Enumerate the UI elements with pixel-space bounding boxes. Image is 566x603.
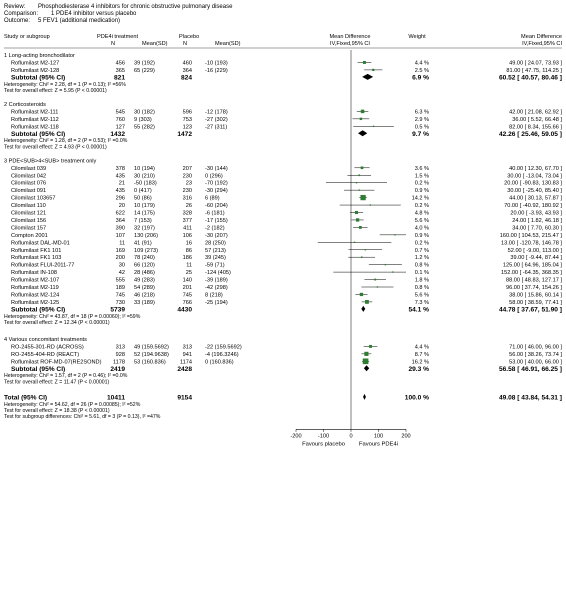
overall-effect-text: Test for overall effect: Z = 4.93 (P < 0.00001) <box>4 144 107 151</box>
point-estimate <box>356 182 357 183</box>
weight-value: 0.5 % <box>414 124 429 131</box>
treat-n: 364 <box>115 217 125 224</box>
weight-value: 1.8 % <box>414 277 429 284</box>
review-title: Phosphodiesterase 4 inhibitors for chronic obstructive pulmonary disease <box>38 4 233 10</box>
subgroup-title: 4 Various concomitant treatments <box>4 336 87 343</box>
treat-mean-sd: 49 (283) <box>134 277 155 284</box>
point-estimate <box>361 166 364 169</box>
placebo-mean-sd: -16 (229) <box>205 67 228 74</box>
total-label: Total (95% CI) <box>4 394 48 402</box>
review-label: Review: <box>4 4 26 10</box>
subtotal-label: Subtotal (95% CI) <box>11 306 66 314</box>
overall-effect-text: Test for overall effect: Z = 5.95 (P < 0.00001) <box>4 87 107 94</box>
study-name: Roflumilast ROF-MD-07(RE2SOND) <box>11 359 102 366</box>
subtotal-diamond <box>364 365 369 371</box>
ci-value: 88.00 [ 48.83, 127.17 ] <box>506 277 562 284</box>
subtotal-placebo-n: 4430 <box>177 306 192 314</box>
ci-value: 38.00 [ 15.86, 60.14 ] <box>509 292 562 299</box>
study-name: Cilomilast 042 <box>11 173 47 180</box>
placebo-mean-sd: -25 (194) <box>205 299 228 306</box>
study-name: Roflumilast FLUI-2011-77 <box>11 262 75 269</box>
weight-value: 14.2 % <box>411 195 429 202</box>
subtotal-ci: 44.78 [ 37.67, 51.90 ] <box>498 306 562 314</box>
treat-n: 189 <box>115 285 125 291</box>
point-estimate <box>392 271 393 272</box>
outcome-title: 5 FEV1 (additional medication) <box>38 18 121 24</box>
weight-value: 2.9 % <box>414 116 429 123</box>
subtotal-label: Subtotal (95% CI) <box>11 74 66 82</box>
point-estimate <box>372 69 374 71</box>
placebo-n: 26 <box>185 203 192 210</box>
subtotal-treat-n: 821 <box>113 74 125 82</box>
treat-n: 107 <box>115 232 125 239</box>
placebo-n: 16 <box>185 240 192 247</box>
subtotal-treat-n: 1432 <box>110 130 125 138</box>
study-name: Roflumilast M2-125 <box>11 299 60 306</box>
treat-n: 11 <box>119 240 125 247</box>
subtotal-weight: 6.9 % <box>412 74 429 82</box>
ci-value: 24.00 [ 1.82, 46.18 ] <box>512 217 562 224</box>
treat-mean-sd: 33 (189) <box>134 299 155 306</box>
ci-value: 82.00 [ 8.34, 155.66 ] <box>509 124 562 131</box>
subgroup-title: 3 PDE<SUB>4<SUB> treatment only <box>4 158 97 165</box>
treat-n: 20 <box>118 203 125 210</box>
ci-value: 20.00 [ -3.93, 43.93 ] <box>510 210 562 217</box>
placebo-mean-sd: -42 (298) <box>205 285 228 291</box>
outcome-label: Outcome: <box>4 18 31 24</box>
point-estimate <box>361 110 365 114</box>
placebo-n: 328 <box>182 210 192 217</box>
col-treat-mean: Mean(SD) <box>142 41 168 47</box>
placebo-n: 230 <box>182 188 192 195</box>
placebo-mean-sd: -12 (178) <box>205 109 228 116</box>
subtotal-placebo-n: 1472 <box>177 130 192 138</box>
comparison-label: Comparison: <box>4 11 39 17</box>
subtotal-treat-n: 2419 <box>110 365 125 373</box>
total-weight: 100.0 % <box>404 394 429 402</box>
total-treat-n: 10411 <box>107 394 125 402</box>
footer-stat-text: Test for subgroup differences: Chi² = 5.61, df = 3 (P = 0.13), I² =47% <box>4 414 161 421</box>
col-placebo-mean: Mean(SD) <box>215 41 241 47</box>
placebo-n: 316 <box>182 195 192 202</box>
treat-mean-sd: 49 (159.5692) <box>134 344 169 351</box>
point-estimate <box>354 242 355 243</box>
point-estimate <box>369 345 372 348</box>
placebo-n: 596 <box>182 109 192 116</box>
treat-mean-sd: 78 (240) <box>134 255 155 262</box>
point-estimate <box>373 126 374 127</box>
study-name: Cilomilast 103657 <box>11 195 56 202</box>
point-estimate <box>364 352 368 356</box>
point-estimate <box>359 226 362 229</box>
point-estimate <box>377 286 378 287</box>
study-name: Roflumilast M2-124 <box>11 292 60 299</box>
treat-n: 435 <box>115 188 125 195</box>
point-estimate <box>358 174 360 176</box>
col-md-sub: IV,Fixed,95% CI <box>330 41 370 47</box>
total-diamond <box>363 394 366 400</box>
col-treat-group: PDE4i treatment <box>97 34 139 40</box>
treat-mean-sd: 65 (229) <box>134 67 155 74</box>
treat-mean-sd: -50 (183) <box>134 180 157 187</box>
study-name: Roflumilast FK1 101 <box>11 247 62 254</box>
study-name: Roflumilast M2-127 <box>11 60 60 67</box>
point-estimate <box>365 300 369 304</box>
treat-n: 127 <box>115 124 125 131</box>
point-estimate <box>355 211 358 214</box>
treat-mean-sd: 52 (194.9638) <box>134 351 169 358</box>
placebo-mean-sd: -30 (207) <box>205 232 228 239</box>
study-name: Roflumilast M2-118 <box>11 124 59 131</box>
favours-placebo-label: Favours placebo <box>302 441 345 448</box>
treat-mean-sd: 28 (486) <box>134 270 155 277</box>
ci-value: 36.00 [ 5.52, 66.48 ] <box>512 116 562 123</box>
heterogeneity-text: Heterogeneity: Chi² = 43.87, df = 18 (P = 0.00060); I² =59% <box>4 313 141 320</box>
subtotal-placebo-n: 824 <box>180 74 192 82</box>
placebo-n: 86 <box>185 247 192 254</box>
placebo-n: 753 <box>182 116 192 123</box>
ci-value: 34.00 [ 7.70, 60.30 ] <box>512 225 562 232</box>
overall-effect-text: Test for overall effect: Z = 11.47 (P < 0.00001) <box>4 379 110 386</box>
placebo-n: 766 <box>182 299 192 306</box>
treat-mean-sd: 109 (273) <box>134 247 158 254</box>
ci-value: 125.00 [ 64.96, 185.04 ] <box>502 262 562 269</box>
weight-value: 2.5 % <box>414 67 429 74</box>
ci-value: 56.00 [ 38.26, 73.74 ] <box>509 351 562 358</box>
placebo-n: 201 <box>182 285 192 291</box>
col-treat-n: N <box>111 41 116 47</box>
placebo-n: 207 <box>182 165 192 172</box>
weight-value: 6.3 % <box>414 109 429 116</box>
treat-mean-sd: 130 (206) <box>134 232 158 239</box>
weight-value: 0.9 % <box>414 232 429 239</box>
subtotal-ci: 60.52 [ 40.57, 80.46 ] <box>498 74 562 82</box>
col-md2-sub: IV,Fixed,95% CI <box>522 41 562 47</box>
weight-value: 0.9 % <box>414 188 429 195</box>
ci-value: 49.00 [ 24.07, 73.93 ] <box>509 60 562 67</box>
treat-mean-sd: 53 (160.836) <box>134 359 166 366</box>
column-headers <box>4 34 562 47</box>
treat-mean-sd: 30 (182) <box>134 109 155 116</box>
placebo-mean-sd: -124 (405) <box>205 270 231 277</box>
study-name: RO-2455-301-RD (ACROSS) <box>11 344 84 351</box>
point-estimate <box>363 61 366 64</box>
placebo-mean-sd: 0 (160.836) <box>205 359 234 366</box>
placebo-n: 11 <box>186 262 192 269</box>
ci-value: 96.00 [ 37.74, 154.26 ] <box>506 285 562 291</box>
placebo-n: 941 <box>182 351 192 358</box>
ci-value: 40.00 [ 12.30, 67.70 ] <box>509 165 562 172</box>
treat-mean-sd: 39 (192) <box>134 60 155 67</box>
treat-n: 390 <box>115 225 125 232</box>
placebo-mean-sd: -59 (71) <box>205 262 225 269</box>
placebo-mean-sd: -10 (193) <box>205 60 228 67</box>
placebo-mean-sd: -30 (294) <box>205 188 228 195</box>
study-name: Roflumilast FK1 103 <box>11 255 62 262</box>
forest-rows <box>4 53 562 420</box>
overall-effect-text: Test for overall effect: Z = 12.34 (P < 0.00001) <box>4 319 110 326</box>
study-name: Roflumilast IN-108 <box>11 270 58 277</box>
weight-value: 5.6 % <box>414 217 429 224</box>
weight-value: 3.6 % <box>414 165 429 172</box>
subgroup-title: 2 Corticosteroids <box>4 101 46 108</box>
weight-value: 7.3 % <box>414 299 429 306</box>
favours-pde4i-label: Favours PDE4i <box>359 441 398 448</box>
treat-mean-sd: 54 (289) <box>134 285 155 291</box>
axis-tick-label: -100 <box>317 433 330 440</box>
placebo-mean-sd: 8 (218) <box>205 292 223 299</box>
ci-value: 42.00 [ 21.08, 62.92 ] <box>509 109 562 116</box>
subtotal-weight: 9.7 % <box>412 130 429 138</box>
treat-n: 435 <box>115 173 125 180</box>
placebo-mean-sd: -30 (144) <box>205 165 228 172</box>
treat-n: 1178 <box>112 359 125 366</box>
subtotal-placebo-n: 2428 <box>177 365 192 373</box>
ci-value: 39.00 [ -9.44, 87.44 ] <box>510 255 562 262</box>
study-name: Roflumilast M2-128 <box>11 67 60 74</box>
study-name: Roflumilast M2-112 <box>11 116 59 123</box>
header <box>4 4 233 24</box>
subtotal-ci: 56.58 [ 46.91, 66.25 ] <box>498 365 562 373</box>
point-estimate <box>370 204 371 205</box>
point-estimate <box>363 358 369 364</box>
placebo-n: 23 <box>185 180 192 187</box>
heterogeneity-text: Heterogeneity: Chi² = 1.57, df = 2 (P = 0.46); I² =0.0% <box>4 373 128 380</box>
treat-mean-sd: 41 (91) <box>134 240 152 247</box>
col-placebo-n: N <box>183 41 188 47</box>
ci-value: 20.00 [ -90.83, 130.83 ] <box>504 180 562 187</box>
weight-value: 4.8 % <box>414 210 429 217</box>
weight-value: 0.1 % <box>414 270 429 277</box>
placebo-mean-sd: -60 (204) <box>205 203 228 210</box>
weight-value: 4.0 % <box>414 225 429 232</box>
weight-value: 0.8 % <box>414 285 429 291</box>
treat-n: 169 <box>115 247 125 254</box>
axis-tick-label: -200 <box>290 433 302 440</box>
ci-value: 13.00 [ -120.78, 146.78 ] <box>501 240 562 247</box>
placebo-n: 364 <box>182 67 192 74</box>
point-estimate <box>374 279 376 281</box>
study-name: Roflumilast M2-111 <box>11 109 59 116</box>
placebo-n: 460 <box>182 60 192 67</box>
treat-mean-sd: 7 (153) <box>134 217 152 224</box>
placebo-n: 186 <box>182 255 192 262</box>
treat-n: 313 <box>115 344 125 351</box>
treat-mean-sd: 66 (120) <box>134 262 155 269</box>
placebo-n: 123 <box>182 124 192 131</box>
weight-value: 8.7 % <box>414 351 429 358</box>
weight-value: 16.2 % <box>411 359 429 366</box>
axis-tick-label: 100 <box>373 433 384 440</box>
subtotal-label: Subtotal (95% CI) <box>11 130 66 138</box>
treat-n: 296 <box>115 195 125 202</box>
treat-mean-sd: 10 (179) <box>134 203 155 210</box>
col-md2-title: Mean Difference <box>521 34 562 40</box>
ci-value: 53.00 [ 40.00, 66.00 ] <box>509 359 562 366</box>
point-estimate <box>360 293 363 296</box>
treat-n: 622 <box>115 210 125 217</box>
col-study: Study or subgroup <box>4 34 50 40</box>
point-estimate <box>385 264 386 265</box>
heterogeneity-text: Heterogeneity: Chi² = 1.28, df = 2 (P = 0.53); I² =0.0% <box>4 138 128 145</box>
treat-n: 760 <box>115 116 125 123</box>
weight-value: 5.6 % <box>414 292 429 299</box>
treat-mean-sd: 9 (303) <box>134 116 152 123</box>
placebo-mean-sd: 57 (213) <box>205 247 226 254</box>
weight-value: 1.5 % <box>414 173 429 180</box>
placebo-mean-sd: 0 (296) <box>205 173 223 180</box>
treat-n: 30 <box>118 262 125 269</box>
footer-stat-text: Heterogeneity: Chi² = 54.62, df = 26 (P = 0.00085); I² =52% <box>4 401 141 408</box>
weight-value: 0.2 % <box>414 240 429 247</box>
x-axis <box>290 50 410 447</box>
placebo-n: 411 <box>183 225 192 232</box>
treat-mean-sd: 30 (210) <box>134 173 155 180</box>
placebo-n: 1174 <box>179 359 192 366</box>
subtotal-label: Subtotal (95% CI) <box>11 365 66 373</box>
treat-n: 545 <box>115 109 125 116</box>
placebo-n: 25 <box>185 270 192 277</box>
comparison-title: 1 PDE4 inhibitor versus placebo <box>51 11 137 17</box>
study-name: Cilomilast 091 <box>11 188 47 195</box>
treat-mean-sd: 55 (282) <box>134 124 155 131</box>
subgroup-title: 1 Long-acting bronchodilator <box>4 53 75 59</box>
weight-value: 4.4 % <box>414 344 429 351</box>
treat-n: 200 <box>115 255 125 262</box>
study-name: Roflumilast M2-107 <box>11 277 60 284</box>
placebo-mean-sd: -6 (181) <box>205 210 225 217</box>
treat-mean-sd: 0 (417) <box>134 188 152 195</box>
placebo-mean-sd: -2 (182) <box>205 225 225 232</box>
axis-tick-label: 200 <box>401 433 411 440</box>
point-estimate <box>359 189 360 190</box>
placebo-n: 313 <box>182 344 192 351</box>
placebo-mean-sd: 39 (245) <box>205 255 226 262</box>
placebo-mean-sd: -17 (155) <box>205 217 228 224</box>
subtotal-diamond <box>362 74 373 80</box>
study-name: Compton 2001 <box>11 232 48 239</box>
treat-n: 730 <box>115 299 125 306</box>
col-md-title: Mean Difference <box>329 34 371 40</box>
col-placebo-group: Placebo <box>179 34 200 40</box>
study-name: Cilomilast 156 <box>11 217 47 224</box>
placebo-mean-sd: -27 (302) <box>205 116 228 123</box>
placebo-mean-sd: -70 (192) <box>205 180 228 187</box>
weight-value: 0.7 % <box>414 247 429 254</box>
subtotal-diamond <box>361 306 365 312</box>
treat-n: 456 <box>115 60 125 67</box>
heterogeneity-text: Heterogeneity: Chi² = 2.28, df = 1 (P = 0.13); I² =56% <box>4 81 126 88</box>
subtotal-treat-n: 5739 <box>110 306 125 314</box>
study-name: Roflumilast DAL-MD-01 <box>11 240 70 247</box>
treat-n: 365 <box>115 67 125 74</box>
study-name: Cilomilast 121 <box>11 210 47 217</box>
treat-mean-sd: 50 (86) <box>134 195 152 202</box>
ci-value: 30.00 [ -13.04, 73.04 ] <box>507 173 562 180</box>
placebo-n: 106 <box>182 232 192 239</box>
ci-value: 58.00 [ 38.59, 77.41 ] <box>509 299 562 306</box>
point-estimate <box>356 218 359 221</box>
treat-mean-sd: 32 (197) <box>134 225 155 232</box>
placebo-mean-sd: -39 (189) <box>205 277 228 284</box>
placebo-n: 745 <box>182 292 192 299</box>
subtotal-weight: 29.3 % <box>408 365 429 373</box>
placebo-n: 230 <box>182 173 192 180</box>
col-weight: Weight <box>408 34 426 40</box>
treat-mean-sd: 46 (218) <box>134 292 155 299</box>
treat-n: 21 <box>118 180 125 187</box>
placebo-mean-sd: 28 (250) <box>205 240 226 247</box>
study-name: Cilomilast 039 <box>11 165 47 172</box>
placebo-mean-sd: -4 (196.3246) <box>205 351 239 358</box>
ci-value: 160.00 [ 104.53, 215.47 ] <box>499 232 562 239</box>
ci-value: 44.00 [ 30.13, 57.87 ] <box>509 195 562 202</box>
weight-value: 0.8 % <box>414 262 429 269</box>
study-name: Roflumilast M2-119 <box>11 285 59 291</box>
study-name: Cilomilast 076 <box>11 180 47 187</box>
weight-value: 4.4 % <box>414 60 429 67</box>
placebo-mean-sd: -27 (311) <box>205 124 228 131</box>
treat-mean-sd: 14 (175) <box>134 210 155 217</box>
study-name: Cilomilast 110 <box>11 203 46 210</box>
total-ci: 49.08 [ 43.84, 54.31 ] <box>498 394 562 402</box>
placebo-mean-sd: -22 (159.5692) <box>205 344 242 351</box>
point-estimate <box>361 256 363 258</box>
point-estimate <box>360 118 362 120</box>
placebo-mean-sd: 6 (89) <box>205 195 220 202</box>
weight-value: 0.2 % <box>414 203 429 210</box>
total-placebo-n: 9154 <box>177 394 192 402</box>
point-estimate <box>360 195 365 200</box>
subtotal-weight: 54.1 % <box>408 306 429 314</box>
weight-value: 0.2 % <box>414 180 429 187</box>
ci-value: 70.00 [ -40.92, 180.92 ] <box>504 203 562 210</box>
study-name: Cilomilast 157 <box>11 225 47 232</box>
axis-tick-label: 0 <box>349 433 353 440</box>
ci-value: 30.00 [ -25.40, 85.40 ] <box>507 188 562 195</box>
treat-n: 745 <box>115 292 125 299</box>
treat-n: 928 <box>115 351 125 358</box>
ci-value: 81.00 [ 47.75, 114.25 ] <box>506 67 562 74</box>
ci-value: 71.00 [ 46.00, 96.00 ] <box>509 344 562 351</box>
placebo-n: 377 <box>182 217 192 224</box>
ci-value: 52.00 [ -9.00, 113.00 ] <box>507 247 562 254</box>
subtotal-ci: 42.26 [ 25.46, 59.05 ] <box>498 130 562 138</box>
subtotal-diamond <box>358 130 367 136</box>
footer-stat-text: Test for overall effect: Z = 18.38 (P < 0.00001) <box>4 407 110 414</box>
weight-value: 1.2 % <box>414 255 429 262</box>
point-estimate <box>394 234 395 235</box>
study-name: RO-2455-404-RD (REACT) <box>11 351 80 358</box>
treat-mean-sd: 10 (194) <box>134 165 155 172</box>
placebo-n: 140 <box>182 277 192 284</box>
treat-n: 378 <box>115 165 125 172</box>
point-estimate <box>365 249 366 250</box>
treat-n: 555 <box>115 277 125 284</box>
ci-value: 152.00 [ -64.35, 368.35 ] <box>501 270 562 277</box>
treat-n: 42 <box>118 270 125 277</box>
